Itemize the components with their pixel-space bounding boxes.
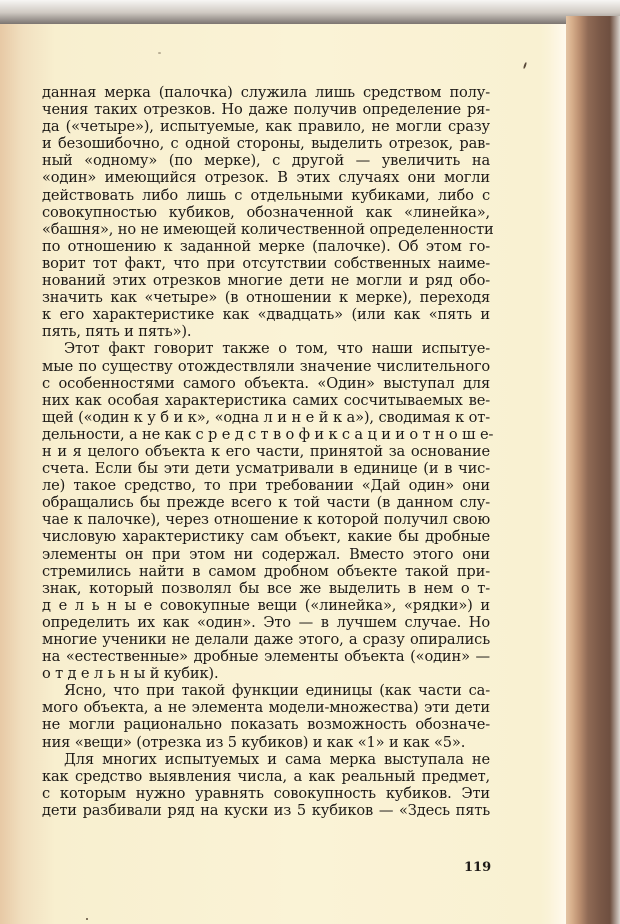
text-line: дети разбивали ряд на куски из 5 кубиков — «Здесь пять xyxy=(42,801,490,819)
text-line: счета. Если бы эти дети усматривали в единице (и в чис- xyxy=(42,460,490,478)
text-line: щей («один к у б и к», «одна л и н е й к а»), сводимая к от- xyxy=(42,408,490,426)
text-line: ния «вещи» (отрезка из 5 кубиков) и как «1» и как «5». xyxy=(42,733,466,751)
text-line: определить их как «один». Это — в лучшем случае. Но xyxy=(42,613,490,631)
text-line: них как особая характеристика самих сосчитываемых ве- xyxy=(42,391,490,409)
text-line: элементы он при этом ни содержал. Вместо этого они xyxy=(42,545,490,563)
text-line: значить как «четыре» (в отношении к мерке), переходя xyxy=(42,289,490,307)
text-line: как средство выявления числа, а как реальный предмет, xyxy=(42,767,490,785)
text-line: не могли рационально показать возможность обозначе- xyxy=(42,716,490,734)
text-line: «башня», но не имеющей количественной определенности xyxy=(42,220,494,238)
text-line: обращались бы прежде всего к той части (в данном слу- xyxy=(42,494,490,512)
ink-speck xyxy=(158,52,161,54)
page-number: 119 xyxy=(464,860,492,875)
text-line: нований этих отрезков многие дети не могли и ряд обо- xyxy=(42,272,490,290)
body-text xyxy=(42,84,494,819)
text-line: ный «одному» (по мерке), с другой — увеличить на xyxy=(42,152,490,170)
text-line: мые по существу отождествляли значение числительного xyxy=(42,357,490,375)
text-line: к его характеристике как «двадцать» (или как «пять и xyxy=(42,306,490,324)
text-line: мого объекта, а не элемента модели-множества) эти дети xyxy=(42,699,490,717)
text-line: ворит тот факт, что при отсутствии собственных наиме- xyxy=(42,254,490,272)
text-line: д е л ь н ы е совокупные вещи («линейка», «рядки») и xyxy=(42,596,490,614)
text-line: Для многих испытуемых и сама мерка выступала не xyxy=(64,750,490,768)
text-line: ле) такое средство, то при требовании «Дай один» они xyxy=(42,477,490,495)
text-line: н и я целого объекта к его части, принятой за основание xyxy=(42,442,490,460)
text-line: Ясно, что при такой функции единицы (как части са- xyxy=(64,682,490,700)
text-line: совокупностью кубиков, обозначенной как «линейка», xyxy=(42,203,490,221)
text-line: Этот факт говорит также о том, что наши испытуе- xyxy=(64,340,490,358)
text-line: стремились найти в самом дробном объекте такой при- xyxy=(42,562,490,580)
text-line: числовую характеристику сам объект, какие бы дробные xyxy=(42,528,490,546)
text-line: «один» имеющийся отрезок. В этих случаях они могли xyxy=(42,169,490,187)
text-line: данная мерка (палочка) служила лишь средством полу- xyxy=(42,84,490,101)
ink-speck xyxy=(86,918,88,920)
text-line: о т д е л ь н ы й кубик). xyxy=(42,665,219,683)
text-line: на «естественные» дробные элементы объекта («один» — xyxy=(42,648,490,666)
text-line: по отношению к заданной мерке (палочке). Об этом го- xyxy=(42,237,490,255)
text-line: с которым нужно уравнять совокупность кубиков. Эти xyxy=(42,784,490,802)
text-line: дельности, а не как с р е д с т в о ф и к с а ц и и о т н о ш е- xyxy=(42,425,494,443)
book-spine-edge xyxy=(610,16,620,924)
text-line: и безошибочно, с одной стороны, выделить отрезок, рав- xyxy=(42,135,490,153)
text-line: чае к палочке), через отношение к которой получил свою xyxy=(42,511,490,529)
text-line: да («четыре»), испытуемые, как правило, не могли сразу xyxy=(42,118,490,136)
text-line: с особенностями самого объекта. «Один» выступал для xyxy=(42,374,490,392)
text-line: пять, пять и пять»). xyxy=(42,323,192,341)
text-line: многие ученики не делали даже этого, а сразу опирались xyxy=(42,631,490,648)
text-line: действовать либо лишь с отдельными кубиками, либо с xyxy=(42,186,490,204)
text-line: чения таких отрезков. Но даже получив определение ря- xyxy=(42,101,490,119)
text-line: знак, который позволял бы все же выделить в нем о т- xyxy=(42,579,490,597)
